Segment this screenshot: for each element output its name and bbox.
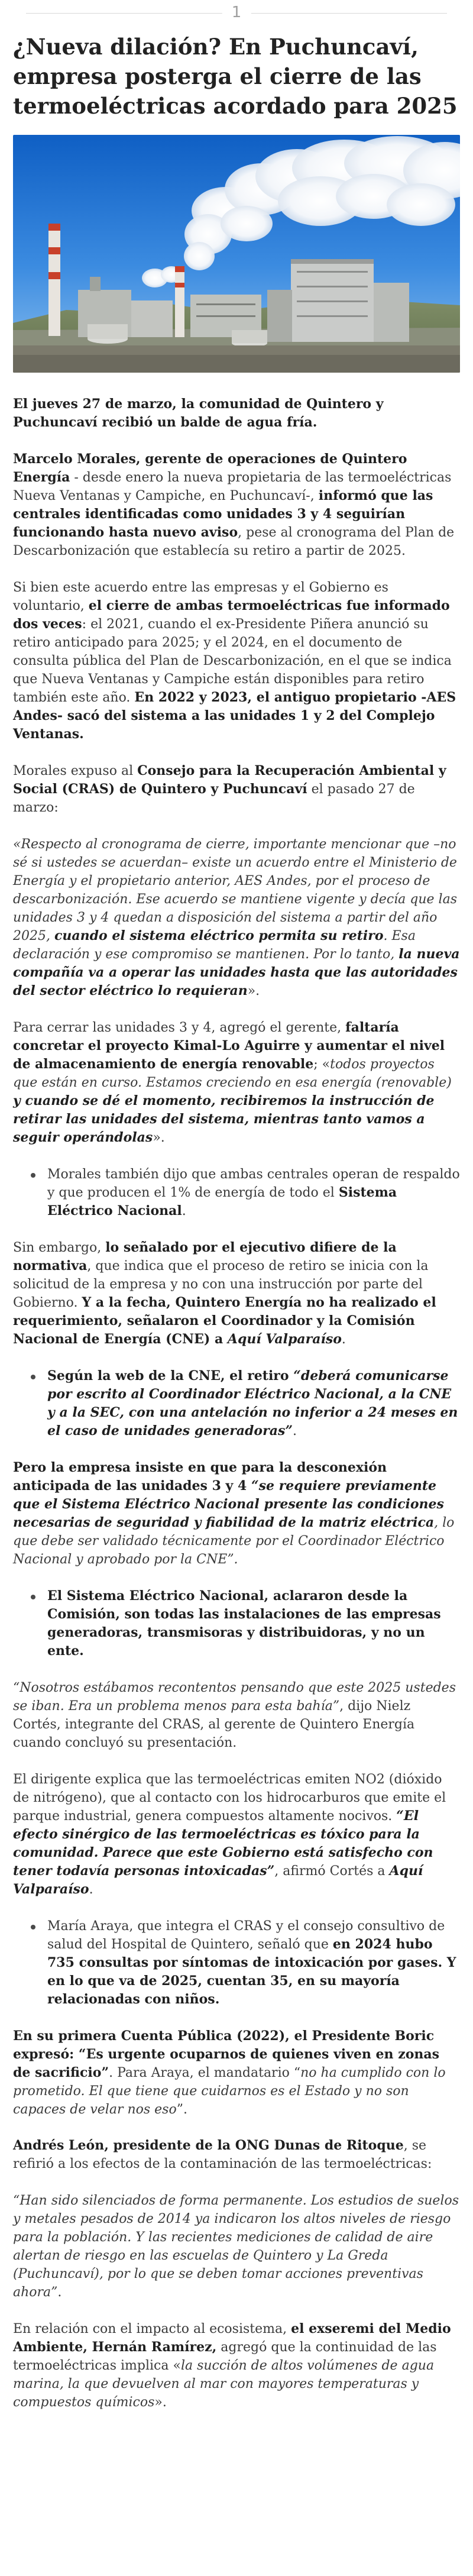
text-bold: Marcelo Morales, gerente de operaciones de Quintero Energía xyxy=(13,451,407,485)
text: Para cerrar las unidades 3 y 4, agregó el gerente, xyxy=(13,1020,346,1035)
paragraph xyxy=(13,1459,460,1569)
text-bold: Y a la fecha, Quintero Energía no ha realizado el requerimiento, señalaron el Coordinador y la Comisión Nacional de Energía (CNE) a xyxy=(13,1295,436,1347)
publication-name: Aquí Valparaíso xyxy=(13,1863,423,1897)
text: El dirigente explica que las termoeléctricas emiten NO2 (dióxido de nitrógeno), que al contacto con los hidrocarburos que emite el parque industrial, genera compuestos altamente nocivos. xyxy=(13,1772,446,1824)
text-bold-italic: “se requiere previamente que el Sistema Eléctrico Nacional presente las condiciones necesarias de seguridad y fiabilidad de la matriz eléctrica xyxy=(13,1478,444,1530)
text: , se refirió a los efectos de la contaminación de las termoeléctricas: xyxy=(13,2138,432,2171)
text-italic: no ha cumplido con lo prometido. El que tiene que cuidarnos es el Estado y no son capaces de velar nos eso xyxy=(13,2066,446,2117)
paragraph xyxy=(13,2320,460,2412)
text-bold-italic: la nueva compañía va a operar las unidades hasta que las autoridades del sector eléctrico lo requieran xyxy=(13,946,460,998)
article-title: ¿Nueva dilación? En Puchuncaví, empresa posterga el cierre de las termoeléctricas acordado para 2025 xyxy=(13,34,458,119)
text: . xyxy=(341,1332,346,1347)
text-bold: faltaría concretar el proyecto Kimal-Lo Aguirre y aumentar el nivel de almacenamiento de energía renovable xyxy=(13,1020,445,1072)
power-plant-photo xyxy=(13,135,460,373)
text-italic: «Respecto al cronograma de cierre, importante mencionar que –no sé si ustedes se acuerdan– existe un acuerdo entre el Ministerio de Energía y el propietario anterior, AES Andes, por el proceso de descarbonización. Ese acuerdo se mantiene vigente y decía que las unidades 3 y 4 quedan a disposición del sistema a partir del año 2025, xyxy=(13,837,457,943)
text: Sin embargo, xyxy=(13,1240,106,1255)
text: ». xyxy=(247,984,260,998)
text-bold: En 2022 y 2023, el antiguo propietario -AES Andes- sacó del sistema a las unidades 1 y 2 del Complejo Ventanas. xyxy=(13,690,456,742)
page-number: 1 xyxy=(222,4,251,21)
text-italic: “Nosotros estábamos recontentos pensando que este 2025 ustedes se iban. Era un problema menos para esta bahía” xyxy=(13,1680,456,1714)
text-bold: el cierre de ambas termoeléctricas fue informado dos veces xyxy=(13,598,450,632)
text: . xyxy=(293,1424,297,1439)
text: ». xyxy=(153,1130,165,1145)
text-bold: En su primera Cuenta Pública (2022), el Presidente Boric expresó: “Es urgente ocuparnos de quienes viven en zonas de sacrificio” xyxy=(13,2028,440,2080)
text: . xyxy=(57,2285,62,2300)
text: . Para Araya, el mandatario “ xyxy=(109,2066,301,2080)
paragraph xyxy=(13,2137,460,2173)
paragraph xyxy=(13,1019,460,1147)
text: , pese al cronograma del Plan de Descarbonización que establecía su retiro a partir de 2025. xyxy=(13,525,455,558)
text: . xyxy=(89,1882,93,1897)
page-number-divider xyxy=(13,0,460,26)
text: . xyxy=(182,1204,186,1218)
text-bold: Consejo para la Recuperación Ambiental y Social (CRAS) de Quintero y Puchuncaví xyxy=(13,763,446,797)
text-bold-italic: “deberá comunicarse por escrito al Coordinador Eléctrico Nacional, a la CNE y a la SEC, con una antelación no inferior a 24 meses en el caso de unidades generadoras” xyxy=(47,1368,458,1439)
text: : el 2021, cuando el ex-Presidente Piñera anunció su retiro anticipado para 2025; y el 2024, en el documento de consulta pública del Plan de Descarbonización, en el que se indica que Nueva Ventanas y Campiche están disponibles para retiro también este año. xyxy=(13,617,452,705)
bullet-list xyxy=(13,1367,460,1440)
text-bold: Andrés León, presidente de la ONG Dunas de Ritoque xyxy=(13,2138,404,2153)
text-bold: informó que las centrales identificadas como unidades 3 y 4 seguirían funcionando hasta nuevo aviso xyxy=(13,488,433,540)
bullet-list xyxy=(13,1165,460,1220)
list-item xyxy=(47,1587,460,1660)
text-bold: Sistema Eléctrico Nacional xyxy=(47,1185,397,1218)
text-italic: la succión de altos volúmenes de agua marina, la que devuelven al mar con mayores temperaturas y compuestos químicos xyxy=(13,2358,435,2410)
text-italic: , lo que debe ser validado técnicamente por el Coordinador Eléctrico Nacional y aprobado por la CNE”. xyxy=(13,1515,455,1567)
bullet-list xyxy=(13,1587,460,1660)
text-italic: “Han sido silenciados de forma permanente. Los estudios de suelos y metales pesados de 2014 ya indicaron los altos niveles de riesgo para la población. Y las recientes mediciones de calidad de aire alertan de riesgo en las escuelas de Quintero y La Greda (Puchuncaví), por lo que se deben tomar acciones preventivas ahora” xyxy=(13,2193,459,2300)
text-italic: . Esa declaración y ese compromiso se mantienen. Por lo tanto, xyxy=(13,929,416,962)
text-bold: Según la web de la CNE, el retiro xyxy=(47,1368,294,1384)
bullet-list xyxy=(13,1917,460,2009)
paragraph xyxy=(13,450,460,560)
paragraph xyxy=(13,578,460,744)
text-italic: todos proyectos que están en curso. Estamos creciendo en esa energía (renovable) xyxy=(13,1057,452,1090)
text: Morales también dijo que ambas centrales operan de respaldo y que producen el 1% de energía de todo el xyxy=(47,1167,460,1200)
paragraph-intro xyxy=(13,395,460,432)
text: , afirmó Cortés a xyxy=(274,1864,390,1879)
text: En relación con el impacto al ecosistema, xyxy=(13,2322,291,2336)
text-bold: El jueves 27 de marzo, la comunidad de Quintero y Puchuncaví recibió un balde de agua fría. xyxy=(13,396,384,430)
list-item xyxy=(47,1165,460,1220)
paragraph xyxy=(13,1239,460,1349)
text-bold: el exseremi del Medio Ambiente, Hernán Ramírez, xyxy=(13,2321,451,2355)
text-bold-italic: “El efecto sinérgico de las termoeléctricas es tóxico para la comunidad. Parece que este Gobierno está satisfecho con tener todavía personas intoxicadas” xyxy=(13,1808,433,1879)
text: - desde enero la nueva propietaria de las termoeléctricas Nueva Ventanas y Campiche, en Puchuncaví-, xyxy=(13,470,452,503)
text: ”. xyxy=(176,2102,187,2117)
text: ; « xyxy=(313,1057,331,1072)
text: Si bien este acuerdo entre las empresas y el Gobierno es voluntario, xyxy=(13,580,388,613)
paragraph xyxy=(13,1770,460,1899)
text: , dijo Nielz Cortés, integrante del CRAS, al gerente de Quintero Energía cuando concluyó su presentación. xyxy=(13,1699,415,1750)
text: , que indica que el proceso de retiro se inicia con la solicitud de la empresa y no con una instrucción por parte del Gobierno. xyxy=(13,1259,429,1310)
text: agregó que la continuidad de las termoeléctricas implica « xyxy=(13,2340,437,2373)
text-bold: Pero la empresa insiste en que para la desconexión anticipada de las unidades 3 y 4 xyxy=(13,1460,387,1494)
text-bold-italic: cuando el sistema eléctrico permita su retiro xyxy=(54,928,384,943)
list-item xyxy=(47,1917,460,2009)
text-bold-italic: y cuando se dé el momento, recibiremos la instrucción de retirar las unidades del sistema, mientras tanto vamos a seguir operándolas xyxy=(13,1093,435,1145)
quote-paragraph xyxy=(13,835,460,1000)
text-bold: El Sistema Eléctrico Nacional, aclararon desde la Comisión, son todas las instalaciones de las empresas generadoras, transmisoras y distribuidoras, y no un ente. xyxy=(47,1588,441,1659)
text: Morales expuso al xyxy=(13,764,138,778)
paragraph xyxy=(13,2027,460,2119)
publication-name: Aquí Valparaíso xyxy=(227,1331,342,1347)
text: María Araya, que integra el CRAS y el consejo consultivo de salud del Hospital de Quintero, señaló que xyxy=(47,1919,445,1952)
paragraph xyxy=(13,762,460,817)
paragraph xyxy=(13,1679,460,1752)
text-bold: lo señalado por el ejecutivo difiere de la normativa xyxy=(13,1240,397,1274)
text: ». xyxy=(154,2395,167,2410)
text-bold: en 2024 hubo 735 consultas por síntomas de intoxicación por gases. Y en lo que va de 2025, cuentan 35, en su mayoría relacionadas con niños. xyxy=(47,1937,456,2007)
text: el pasado 27 de marzo: xyxy=(13,782,415,815)
list-item xyxy=(47,1367,460,1440)
quote-paragraph xyxy=(13,2192,460,2302)
